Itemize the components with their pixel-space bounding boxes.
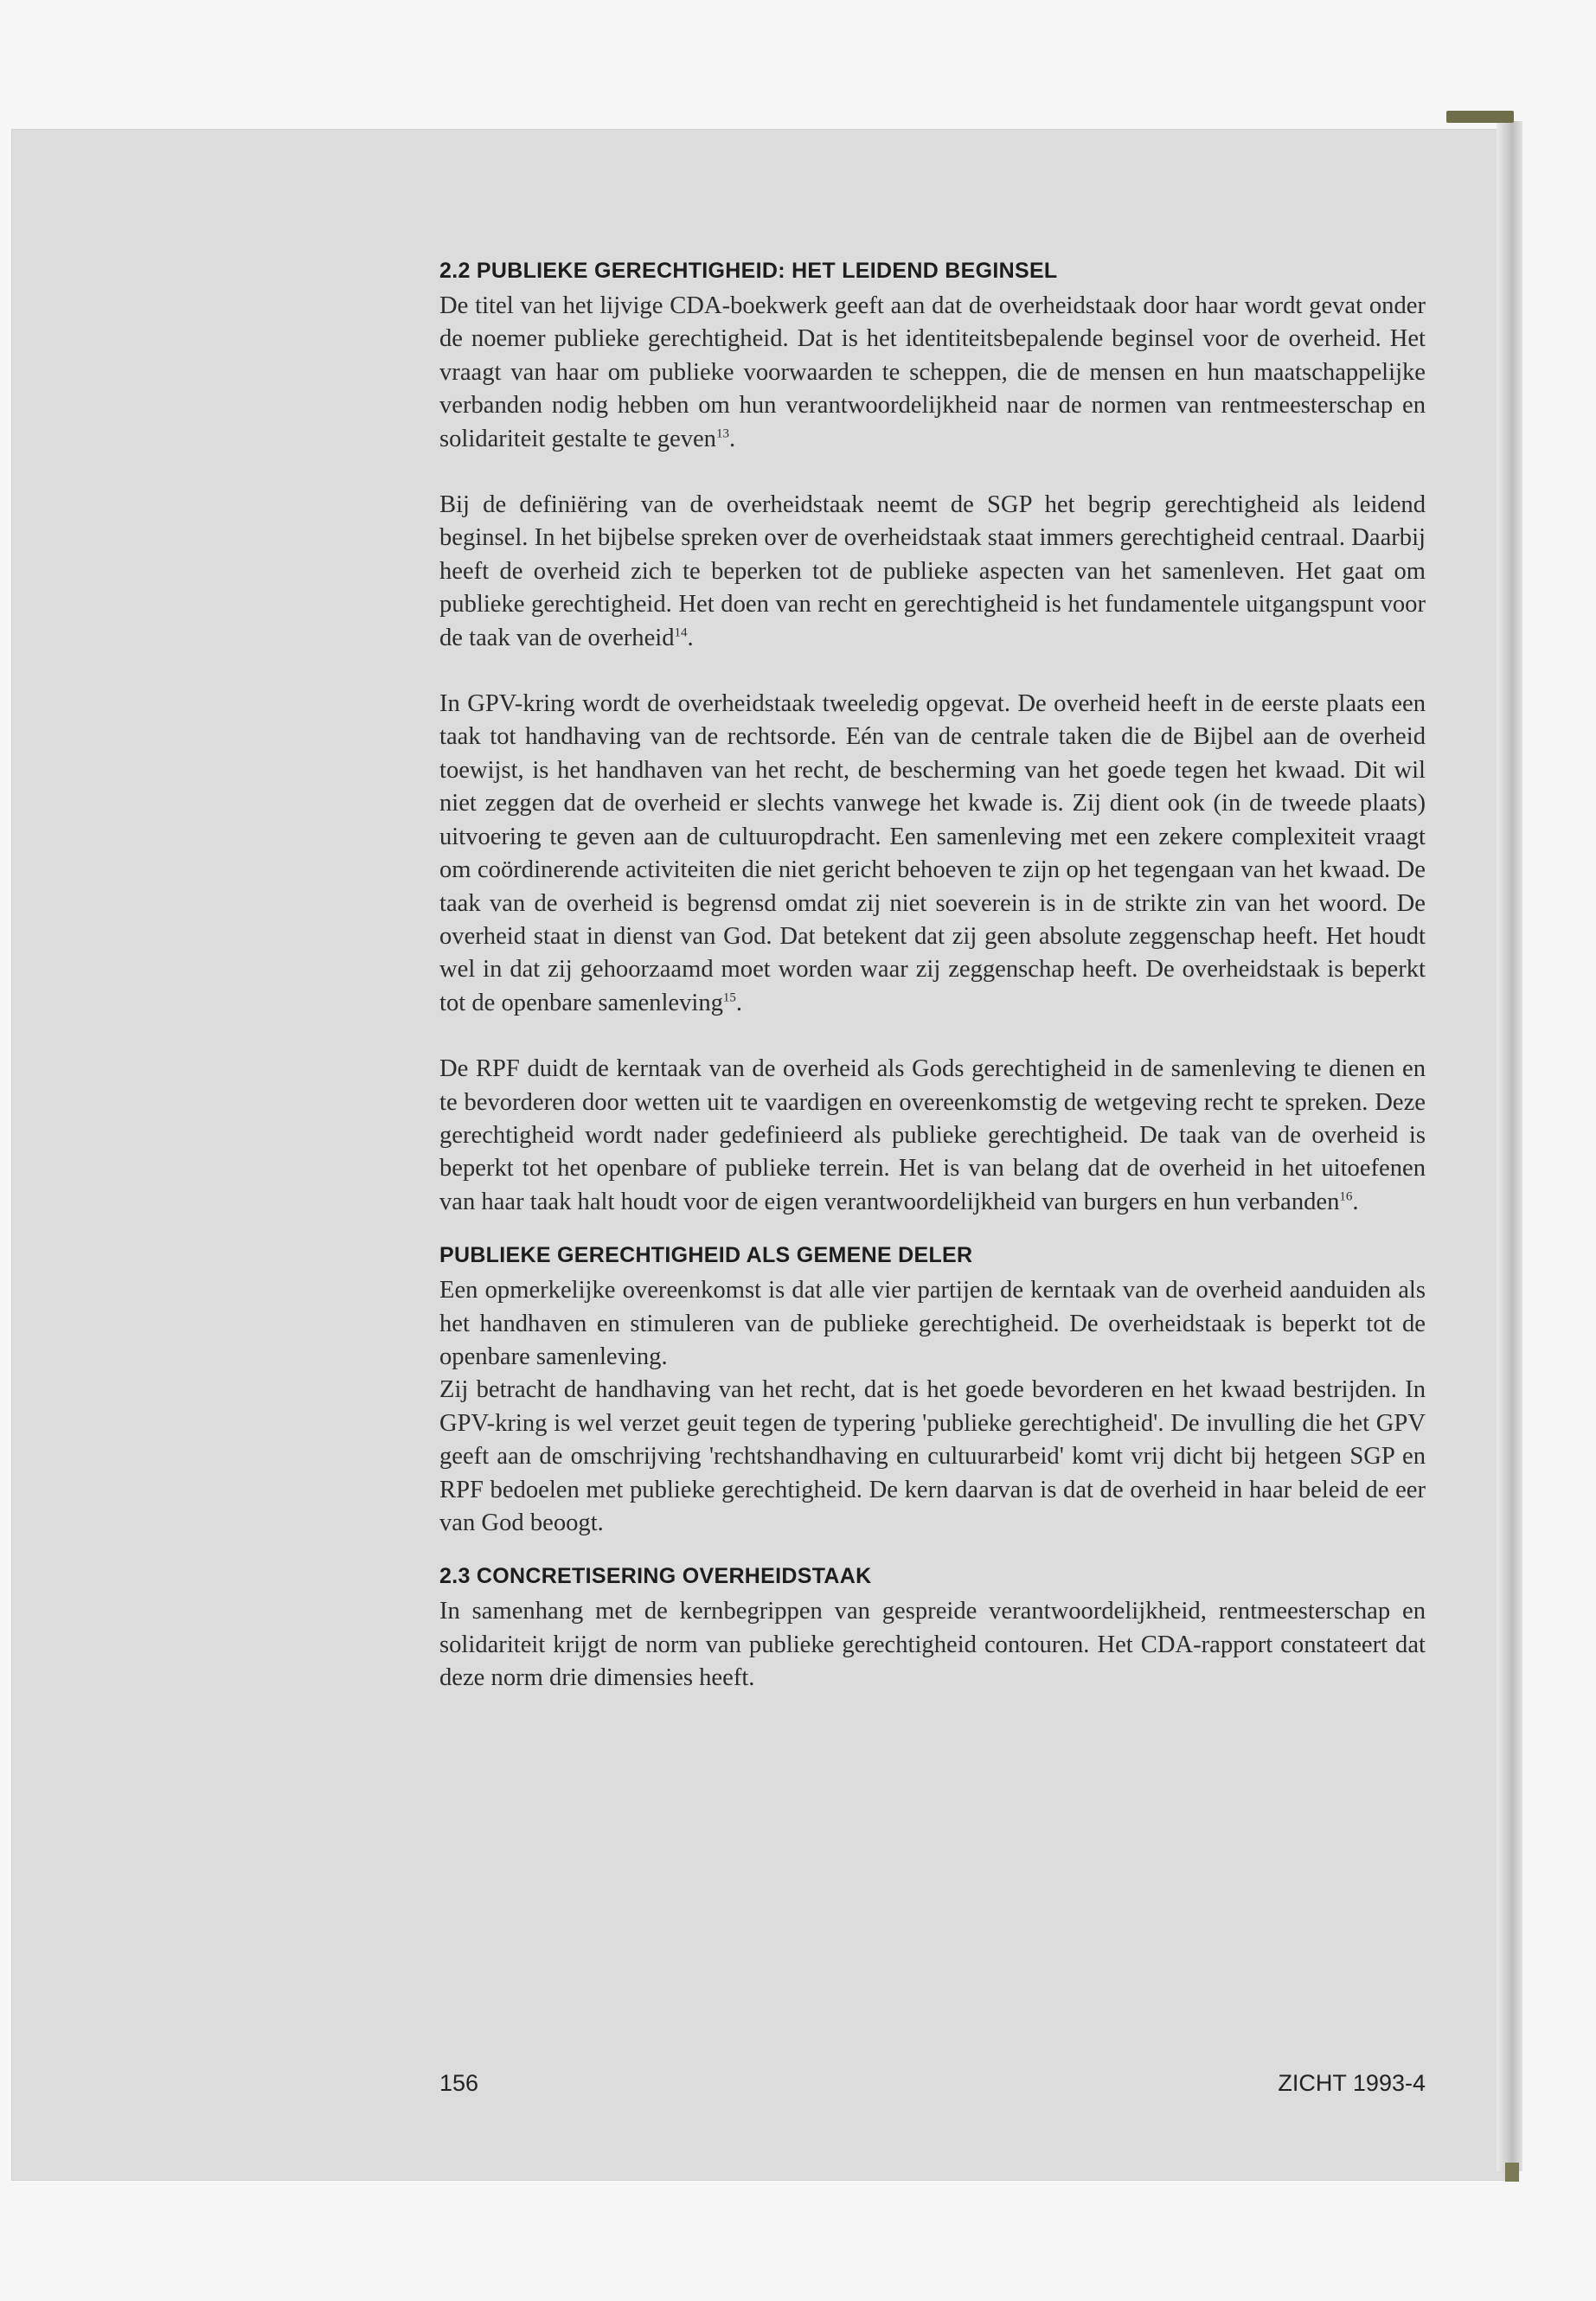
paragraph	[439, 489, 1426, 655]
section-heading-2-2: 2.2 PUBLIEKE GERECHTIGHEID: HET LEIDEND BEGINSEL	[439, 259, 1058, 283]
footnote-ref: 14	[674, 625, 688, 640]
paragraph-end: .	[735, 989, 743, 1016]
paragraph-end: .	[1352, 1188, 1359, 1215]
book-spine-edge	[1497, 121, 1522, 2171]
paragraph: In samenhang met de kernbegrippen van gespreide verantwoordelijkheid, rentmeesterschap en solidariteit krijgt de norm van publieke gerechtigheid contouren. Het CDA-rapport constateert dat deze norm drie dimensies heeft.	[439, 1598, 1426, 1692]
text-column	[439, 255, 1426, 1695]
paragraph	[439, 1053, 1426, 1219]
paragraph-text: De titel van het lijvige CDA-boekwerk geeft aan dat de overheidstaak door haar wordt gevat onder de noemer publieke gerechtigheid. Dat is het identiteitsbepalende beginsel voor de overheid. Het vraagt van haar om publieke voorwaarden te scheppen, die de mensen en hun maatschappelijke verbanden nodig hebben om hun verantwoordelijkheid naar de normen van rentmeesterschap en solidariteit gestalte te geven	[439, 292, 1426, 452]
page-number: 156	[439, 2070, 479, 2096]
footnote-ref: 15	[722, 990, 736, 1005]
page-edge-bottom-mark	[1505, 2163, 1519, 2182]
paragraph: Zij betracht de handhaving van het recht, dat is het goede bevorderen en het kwaad bestrijden. In GPV-kring is wel verzet geuit tegen de typering 'publieke gerechtigheid'. De invulling die het GPV geeft aan de omschrijving 'rechtshandhaving en cultuurarbeid' komt vrij dicht bij hetgeen SGP en RPF bedoelen met publieke gerechtigheid. De kern daarvan is dat de overheid in haar beleid de eer van God beoogt.	[439, 1376, 1426, 1536]
paragraph	[439, 688, 1426, 1020]
page-footer	[439, 2070, 1426, 2097]
footnote-ref: 13	[715, 426, 729, 441]
paragraph-text: Bij de definiëring van de overheidstaak neemt de SGP het begrip gerechtigheid als leidend beginsel. In het bijbelse spreken over de overheidstaak staat immers gerechtigheid centraal. Daarbij heeft de overheid zich te beperken tot de publieke aspecten van het samenleven. Het gaat om publieke gerechtigheid. Het doen van recht en gerechtigheid is het fundamentele uitgangspunt voor de taak van de overheid	[439, 491, 1426, 651]
journal-issue: ZICHT 1993-4	[1278, 2070, 1426, 2096]
footnote-ref: 16	[1339, 1189, 1353, 1204]
paragraph-end: .	[728, 425, 736, 452]
page-edge-tab	[1446, 111, 1514, 123]
paragraph-end: .	[687, 624, 694, 651]
paragraph: Een opmerkelijke overeenkomst is dat alle vier partijen de kerntaak van de overheid aanduiden als het handhaven en stimuleren van de publieke gerechtigheid. De overheidstaak is beperkt tot de openbare samenleving.	[439, 1277, 1426, 1370]
section-heading-gemene-deler: PUBLIEKE GERECHTIGHEID ALS GEMENE DELER	[439, 1243, 973, 1268]
section-heading-2-3: 2.3 CONCRETISERING OVERHEIDSTAAK	[439, 1564, 872, 1589]
paragraph-text: De RPF duidt de kerntaak van de overheid als Gods gerechtigheid in de samenleving te dienen en te bevorderen door wetten uit te vaardigen en overeenkomstig de wetgeving recht te spreken. Deze gerechtigheid wordt nader gedefinieerd als publieke gerechtigheid. De taak van de overheid is beperkt tot het openbare of publieke terrein. Het is van belang dat de overheid in het uitoefenen van haar taak halt houdt voor de eigen verantwoordelijkheid van burgers en hun verbanden	[439, 1055, 1426, 1215]
paragraph-text: In GPV-kring wordt de overheidstaak tweeledig opgevat. De overheid heeft in de eerste plaats een taak tot handhaving van de rechtsorde. Eén van de centrale taken die de Bijbel aan de overheid toewijst, is het handhaven van het recht, de bescherming van het goede tegen het kwaad. Dit wil niet zeggen dat de overheid er slechts vanwege het kwade is. Zij dient ook (in de tweede plaats) uitvoering te geven aan de cultuuropdracht. Een samenleving met een zekere complexiteit vraagt om coördinerende activiteiten die niet gericht behoeven te zijn op het tegengaan van het kwaad. De taak van de overheid is begrensd omdat zij niet soeverein is in de strikte zin van het woord. De overheid staat in dienst van God. Dat betekent dat zij geen absolute zeggenschap heeft. Het houdt wel in dat zij gehoorzaamd moet worden waar zij zeggenschap heeft. De overheidstaak is beperkt tot de openbare samenleving	[439, 690, 1426, 1016]
paragraph	[439, 290, 1426, 456]
